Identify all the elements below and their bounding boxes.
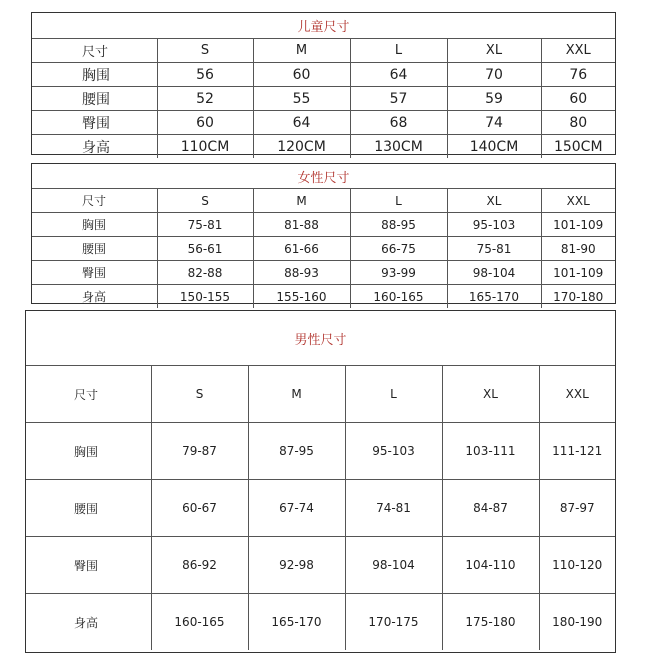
table-row [32,135,615,159]
row-label: 臀围 [26,537,151,594]
men-size-table [25,310,616,653]
row-label: 胸围 [32,213,157,237]
row-label: 胸围 [32,63,157,87]
table-cell: 84-87 [442,480,539,537]
table-cell: 81-88 [253,213,350,237]
row-label: 臀围 [32,261,157,285]
kids-table-title: 儿童尺寸 [32,13,615,39]
row-label: 腰围 [32,87,157,111]
table-cell: 93-99 [350,261,447,285]
table-cell: 81-90 [541,237,615,261]
table-cell: 140CM [447,135,541,159]
row-label: 身高 [32,285,157,309]
table-cell: 60 [157,111,253,135]
table-cell: 88-95 [350,213,447,237]
table-cell: 67-74 [248,480,345,537]
table-cell: 103-111 [442,423,539,480]
table-header-row [32,189,615,213]
header-xl: XL [447,189,541,213]
row-label: 身高 [32,135,157,159]
header-s: S [157,189,253,213]
table-cell: 57 [350,87,447,111]
table-cell: 52 [157,87,253,111]
table-cell: 82-88 [157,261,253,285]
table-cell: 70 [447,63,541,87]
table-header-row [32,39,615,63]
header-s: S [151,366,248,423]
women-size-table [31,163,616,304]
table-cell: 59 [447,87,541,111]
table-cell: 64 [350,63,447,87]
header-xl: XL [447,39,541,63]
table-cell: 160-165 [350,285,447,309]
table-cell: 88-93 [253,261,350,285]
header-m: M [248,366,345,423]
header-m: M [253,189,350,213]
table-cell: 92-98 [248,537,345,594]
table-row [32,87,615,111]
women-table-title: 女性尺寸 [32,164,615,189]
table-row [26,423,615,480]
header-size-label: 尺寸 [32,189,157,213]
table-cell: 95-103 [345,423,442,480]
table-cell: 86-92 [151,537,248,594]
table-row [32,237,615,261]
header-l: L [345,366,442,423]
table-row [26,594,615,651]
table-cell: 155-160 [253,285,350,309]
row-label: 臀围 [32,111,157,135]
table-cell: 74-81 [345,480,442,537]
table-cell: 130CM [350,135,447,159]
table-cell: 160-165 [151,594,248,651]
table-cell: 150-155 [157,285,253,309]
table-cell: 76 [541,63,615,87]
table-cell: 56 [157,63,253,87]
table-row [26,537,615,594]
table-header-row [26,366,615,423]
table-cell: 75-81 [157,213,253,237]
kids-size-table [31,12,616,155]
table-cell: 111-121 [539,423,615,480]
header-size-label: 尺寸 [32,39,157,63]
table-cell: 165-170 [447,285,541,309]
header-size-label: 尺寸 [26,366,151,423]
table-cell: 101-109 [541,261,615,285]
row-label: 腰围 [32,237,157,261]
table-cell: 95-103 [447,213,541,237]
men-table-title: 男性尺寸 [26,311,615,366]
table-cell: 170-175 [345,594,442,651]
table-cell: 150CM [541,135,615,159]
table-row [26,480,615,537]
table-cell: 60 [253,63,350,87]
table-cell: 170-180 [541,285,615,309]
table-cell: 55 [253,87,350,111]
table-row [32,63,615,87]
row-label: 胸围 [26,423,151,480]
table-cell: 120CM [253,135,350,159]
table-cell: 110CM [157,135,253,159]
table-cell: 110-120 [539,537,615,594]
header-xxl: XXL [541,189,615,213]
row-label: 腰围 [26,480,151,537]
table-row [32,285,615,309]
table-cell: 66-75 [350,237,447,261]
header-l: L [350,39,447,63]
table-cell: 104-110 [442,537,539,594]
header-s: S [157,39,253,63]
table-cell: 75-81 [447,237,541,261]
row-label: 身高 [26,594,151,651]
table-row [32,213,615,237]
table-cell: 98-104 [447,261,541,285]
table-cell: 60 [541,87,615,111]
table-cell: 87-97 [539,480,615,537]
table-cell: 175-180 [442,594,539,651]
header-l: L [350,189,447,213]
table-cell: 68 [350,111,447,135]
table-cell: 101-109 [541,213,615,237]
table-cell: 80 [541,111,615,135]
table-cell: 165-170 [248,594,345,651]
header-xxl: XXL [541,39,615,63]
header-xl: XL [442,366,539,423]
table-cell: 56-61 [157,237,253,261]
table-cell: 98-104 [345,537,442,594]
table-cell: 64 [253,111,350,135]
table-cell: 61-66 [253,237,350,261]
table-row [32,261,615,285]
table-cell: 60-67 [151,480,248,537]
table-cell: 180-190 [539,594,615,651]
table-row [32,111,615,135]
header-m: M [253,39,350,63]
table-cell: 87-95 [248,423,345,480]
header-xxl: XXL [539,366,615,423]
table-cell: 74 [447,111,541,135]
table-cell: 79-87 [151,423,248,480]
